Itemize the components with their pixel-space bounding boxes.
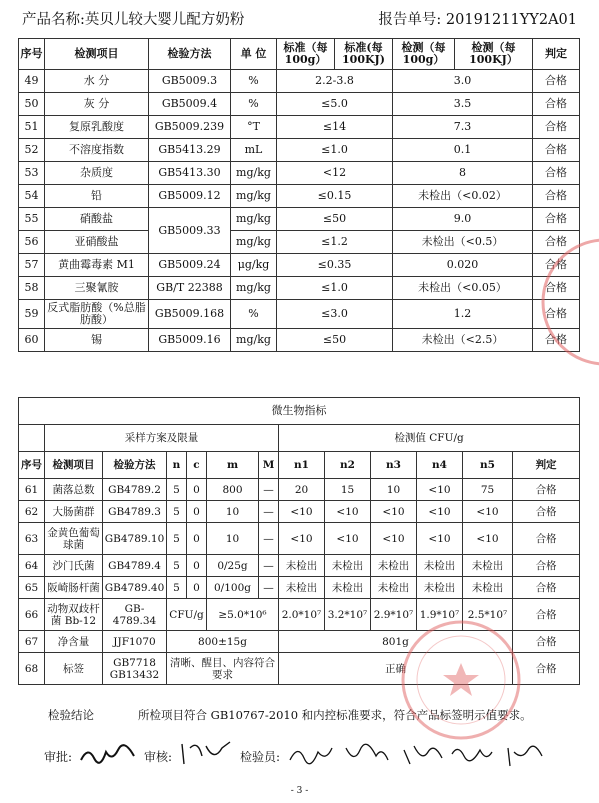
- report-number: 报告单号: 20191211YY2A01: [378, 12, 577, 28]
- cell-method: GB5413.29: [149, 139, 231, 162]
- cell-no: 53: [19, 162, 45, 185]
- col-n1: n1: [279, 452, 325, 479]
- cell-item: 大肠菌群: [45, 501, 103, 523]
- col-det-100g: 检测（每100g）: [393, 39, 455, 70]
- cell-method: GB5009.33: [149, 208, 231, 254]
- cell-result: 未检出（<0.02）: [393, 185, 533, 208]
- cell-n2: 3.2*10⁷: [325, 599, 371, 631]
- cell-method: GB5009.3: [149, 70, 231, 93]
- inspector-label: 检验员:: [240, 750, 281, 764]
- col-std-100g: 标准（每100g）: [277, 39, 335, 70]
- cell-unit: mg/kg: [231, 162, 277, 185]
- cell-n4: <10: [417, 501, 463, 523]
- cell-std: ≤0.35: [277, 254, 393, 277]
- cell-no: 56: [19, 231, 45, 254]
- col-method: 检验方法: [103, 452, 167, 479]
- cell-n4: 未检出: [417, 555, 463, 577]
- table-row: [19, 631, 580, 653]
- cell-item: 金黄色葡萄球菌: [45, 523, 103, 555]
- report-header: [22, 8, 577, 30]
- cell-unit: °T: [231, 116, 277, 139]
- table-row: [19, 479, 580, 501]
- cell-limit: ≥5.0*10⁶: [207, 599, 279, 631]
- cell-unit: mg/kg: [231, 231, 277, 254]
- table-row: [19, 185, 580, 208]
- cell-method: JJF1070: [103, 631, 167, 653]
- cell-result: 未检出（<2.5）: [393, 329, 533, 352]
- cell-n3: 10: [371, 479, 417, 501]
- cell-no: 68: [19, 653, 45, 685]
- col-item: 检测项目: [45, 452, 103, 479]
- cell-no: 59: [19, 300, 45, 329]
- cell-limit: 800±15g: [167, 631, 279, 653]
- cell-n4: <10: [417, 479, 463, 501]
- cell-n1: 20: [279, 479, 325, 501]
- col-verdict: 判定: [513, 452, 580, 479]
- cell-no: 61: [19, 479, 45, 501]
- cell-item: 三聚氰胺: [45, 277, 149, 300]
- cell-no: 51: [19, 116, 45, 139]
- cell-method: GB4789.4: [103, 555, 167, 577]
- cell-verdict: 合格: [533, 116, 580, 139]
- reviewer-signature: [178, 738, 238, 768]
- cell-std: ≤0.15: [277, 185, 393, 208]
- col-no: 序号: [19, 39, 45, 70]
- cell-method: GB4789.40: [103, 577, 167, 599]
- table-row: [19, 139, 580, 162]
- cell-n5: 2.5*10⁷: [463, 599, 513, 631]
- cell-std: ≤5.0: [277, 93, 393, 116]
- cell-result: 0.020: [393, 254, 533, 277]
- cell-verdict: 合格: [513, 631, 580, 653]
- cell-item: 标签: [45, 653, 103, 685]
- cell-item: 沙门氏菌: [45, 555, 103, 577]
- cell-method: GB7718 GB13432: [103, 653, 167, 685]
- cell-unit: %: [231, 93, 277, 116]
- cell-item: 亚硝酸盐: [45, 231, 149, 254]
- cell-n2: 15: [325, 479, 371, 501]
- cell-n4: <10: [417, 523, 463, 555]
- cell-std: ≤1.2: [277, 231, 393, 254]
- table-row: [19, 277, 580, 300]
- table-row: [19, 599, 580, 631]
- product-name: 产品名称:英贝儿较大婴儿配方奶粉: [22, 12, 245, 28]
- cell-n3: <10: [371, 523, 417, 555]
- cell-verdict: 合格: [533, 300, 580, 329]
- cell-no: 57: [19, 254, 45, 277]
- cell-no: 60: [19, 329, 45, 352]
- cell-std: 2.2-3.8: [277, 70, 393, 93]
- cell-method: GB5009.239: [149, 116, 231, 139]
- cell-verdict: 合格: [513, 577, 580, 599]
- table-row: [19, 577, 580, 599]
- cell-method: GB4789.10: [103, 523, 167, 555]
- col-item: 检测项目: [45, 39, 149, 70]
- table-row: [19, 329, 580, 352]
- table-row: [19, 231, 580, 254]
- col-n: n: [167, 452, 187, 479]
- cell-item: 灰 分: [45, 93, 149, 116]
- col-no: 序号: [19, 452, 45, 479]
- table-row: [19, 93, 580, 116]
- cell-n3: 未检出: [371, 555, 417, 577]
- table-row: [19, 254, 580, 277]
- cell-item: 动物双歧杆菌 Bb-12: [45, 599, 103, 631]
- cell-no: 65: [19, 577, 45, 599]
- chem-table: [18, 38, 580, 352]
- col-m: m: [207, 452, 259, 479]
- cell-method: GB5009.24: [149, 254, 231, 277]
- cell-std: ≤1.0: [277, 139, 393, 162]
- col-std-100kj: 标准(每100KJ): [335, 39, 393, 70]
- cell-item: 水 分: [45, 70, 149, 93]
- cell-item: 净含量: [45, 631, 103, 653]
- cell-verdict: 合格: [533, 93, 580, 116]
- cell-std: ≤1.0: [277, 277, 393, 300]
- cell-n5: 未检出: [463, 577, 513, 599]
- cell-verdict: 合格: [533, 231, 580, 254]
- cell-method: GB/T 22388: [149, 277, 231, 300]
- col-n4: n4: [417, 452, 463, 479]
- cell-M: —: [259, 523, 279, 555]
- cell-n2: 未检出: [325, 577, 371, 599]
- cell-verdict: 合格: [533, 139, 580, 162]
- detect-header: 检测值 CFU/g: [279, 425, 580, 452]
- cell-n: 5: [167, 501, 187, 523]
- cell-c: 0: [187, 501, 207, 523]
- cell-item: 反式脂肪酸（%总脂肪酸）: [45, 300, 149, 329]
- cell-n: 5: [167, 555, 187, 577]
- cell-verdict: 合格: [533, 185, 580, 208]
- table-row: [19, 501, 580, 523]
- cell-no: 52: [19, 139, 45, 162]
- cell-verdict: 合格: [533, 70, 580, 93]
- col-verdict: 判定: [533, 39, 580, 70]
- cell-plan: CFU/g: [167, 599, 207, 631]
- cell-verdict: 合格: [513, 523, 580, 555]
- cell-verdict: 合格: [533, 329, 580, 352]
- cell-method: GB5413.30: [149, 162, 231, 185]
- micro-title-row: [19, 398, 580, 425]
- cell-M: —: [259, 501, 279, 523]
- cell-unit: mL: [231, 139, 277, 162]
- col-method: 检验方法: [149, 39, 231, 70]
- cell-item: 铅: [45, 185, 149, 208]
- cell-M: —: [259, 479, 279, 501]
- table-row: [19, 116, 580, 139]
- page-number: - 3 -: [290, 786, 309, 796]
- cell-n3: 2.9*10⁷: [371, 599, 417, 631]
- cell-M: —: [259, 577, 279, 599]
- cell-unit: μg/kg: [231, 254, 277, 277]
- table-row: [19, 300, 580, 329]
- cell-c: 0: [187, 577, 207, 599]
- cell-item: 不溶度指数: [45, 139, 149, 162]
- cell-result: 未检出（<0.5）: [393, 231, 533, 254]
- cell-c: 0: [187, 479, 207, 501]
- review-label: 审核:: [144, 750, 173, 764]
- cell-result: 8: [393, 162, 533, 185]
- col-c: c: [187, 452, 207, 479]
- cell-result: 3.5: [393, 93, 533, 116]
- cell-verdict: 合格: [533, 254, 580, 277]
- col-n3: n3: [371, 452, 417, 479]
- cell-n1: 未检出: [279, 577, 325, 599]
- cell-m: 0/100g: [207, 577, 259, 599]
- col-M: M: [259, 452, 279, 479]
- cell-n: 5: [167, 523, 187, 555]
- cell-n1: <10: [279, 501, 325, 523]
- cell-result: 3.0: [393, 70, 533, 93]
- signature-row: [44, 744, 564, 770]
- cell-n1: <10: [279, 523, 325, 555]
- plan-header: 采样方案及限量: [45, 425, 279, 452]
- cell-n4: 未检出: [417, 577, 463, 599]
- inspector-signatures: [286, 740, 546, 770]
- cell-n5: <10: [463, 523, 513, 555]
- cell-no: 58: [19, 277, 45, 300]
- cell-n2: <10: [325, 523, 371, 555]
- table-row: [19, 523, 580, 555]
- cell-verdict: 合格: [513, 599, 580, 631]
- cell-method: GB5009.16: [149, 329, 231, 352]
- cell-no: 55: [19, 208, 45, 231]
- cell-unit: mg/kg: [231, 277, 277, 300]
- cell-unit: mg/kg: [231, 185, 277, 208]
- cell-n5: 75: [463, 479, 513, 501]
- cell-verdict: 合格: [513, 653, 580, 685]
- cell-std: ≤50: [277, 208, 393, 231]
- col-det-100kj: 检测（每100KJ）: [455, 39, 533, 70]
- cell-result: 7.3: [393, 116, 533, 139]
- cell-method: GB5009.12: [149, 185, 231, 208]
- cell-item: 菌落总数: [45, 479, 103, 501]
- cell-m: 10: [207, 501, 259, 523]
- cell-no: 67: [19, 631, 45, 653]
- micro-subheader-row: [19, 425, 580, 452]
- cell-std: ≤3.0: [277, 300, 393, 329]
- cell-result: 801g: [279, 631, 513, 653]
- micro-title: 微生物指标: [19, 398, 580, 425]
- cell-result: 未检出（<0.05）: [393, 277, 533, 300]
- approve-label: 审批:: [44, 750, 73, 764]
- cell-item: 杂质度: [45, 162, 149, 185]
- table-row: [19, 70, 580, 93]
- cell-n3: <10: [371, 501, 417, 523]
- cell-no: 63: [19, 523, 45, 555]
- cell-verdict: 合格: [533, 277, 580, 300]
- micro-table: [18, 397, 580, 685]
- cell-result: 1.2: [393, 300, 533, 329]
- cell-item: 黄曲霉毒素 M1: [45, 254, 149, 277]
- cell-no: 64: [19, 555, 45, 577]
- cell-unit: %: [231, 300, 277, 329]
- conclusion-label: 检验结论: [48, 708, 94, 722]
- table-row: [19, 555, 580, 577]
- cell-method: GB-4789.34: [103, 599, 167, 631]
- col-unit: 单 位: [231, 39, 277, 70]
- cell-method: GB5009.168: [149, 300, 231, 329]
- chem-header-row: [19, 39, 580, 70]
- cell-verdict: 合格: [513, 479, 580, 501]
- cell-n: 5: [167, 577, 187, 599]
- cell-method: GB5009.4: [149, 93, 231, 116]
- micro-header-row: [19, 452, 580, 479]
- cell-n1: 未检出: [279, 555, 325, 577]
- cell-std: <12: [277, 162, 393, 185]
- cell-M: —: [259, 555, 279, 577]
- approver-signature: [78, 742, 140, 768]
- col-n2: n2: [325, 452, 371, 479]
- cell-no: 62: [19, 501, 45, 523]
- cell-std: ≤50: [277, 329, 393, 352]
- cell-c: 0: [187, 555, 207, 577]
- table-row: [19, 162, 580, 185]
- cell-verdict: 合格: [513, 555, 580, 577]
- cell-no: 66: [19, 599, 45, 631]
- table-row: [19, 653, 580, 685]
- cell-n5: 未检出: [463, 555, 513, 577]
- cell-n2: 未检出: [325, 555, 371, 577]
- cell-m: 800: [207, 479, 259, 501]
- cell-n2: <10: [325, 501, 371, 523]
- cell-verdict: 合格: [533, 162, 580, 185]
- cell-result: 正确: [279, 653, 513, 685]
- cell-method: GB4789.2: [103, 479, 167, 501]
- cell-c: 0: [187, 523, 207, 555]
- cell-item: 硝酸盐: [45, 208, 149, 231]
- cell-verdict: 合格: [533, 208, 580, 231]
- cell-item: 复原乳酸度: [45, 116, 149, 139]
- conclusion-text: 所检项目符合 GB10767-2010 和内控标准要求，符合产品标签明示值要求。: [138, 708, 532, 722]
- cell-m: 10: [207, 523, 259, 555]
- cell-result: 9.0: [393, 208, 533, 231]
- cell-m: 0/25g: [207, 555, 259, 577]
- col-n5: n5: [463, 452, 513, 479]
- cell-method: GB4789.3: [103, 501, 167, 523]
- cell-n5: <10: [463, 501, 513, 523]
- cell-limit: 清晰、醒目、内容符合要求: [167, 653, 279, 685]
- cell-item: 锡: [45, 329, 149, 352]
- cell-no: 49: [19, 70, 45, 93]
- cell-unit: %: [231, 70, 277, 93]
- cell-std: ≤14: [277, 116, 393, 139]
- cell-n4: 1.9*10⁷: [417, 599, 463, 631]
- cell-n3: 未检出: [371, 577, 417, 599]
- blank-cell: [19, 425, 45, 452]
- cell-unit: mg/kg: [231, 329, 277, 352]
- cell-no: 54: [19, 185, 45, 208]
- cell-no: 50: [19, 93, 45, 116]
- cell-unit: mg/kg: [231, 208, 277, 231]
- cell-result: 0.1: [393, 139, 533, 162]
- cell-n: 5: [167, 479, 187, 501]
- cell-item: 阪崎肠杆菌: [45, 577, 103, 599]
- table-row: [19, 208, 580, 231]
- cell-n1: 2.0*10⁷: [279, 599, 325, 631]
- cell-verdict: 合格: [513, 501, 580, 523]
